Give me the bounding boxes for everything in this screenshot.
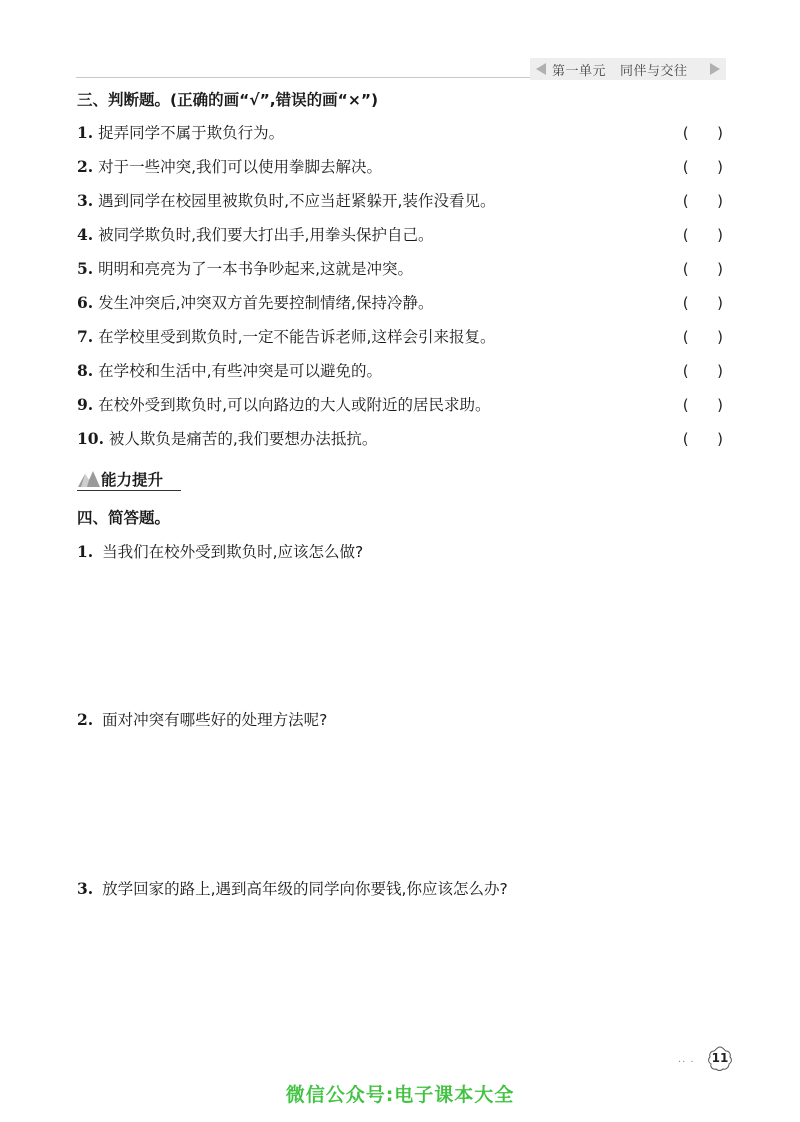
item-text: 在学校里受到欺负时,一定不能告诉老师,这样会引来报复。 bbox=[98, 328, 496, 346]
question-text: 面对冲突有哪些好的处理方法呢? bbox=[102, 711, 328, 729]
item-text: 遇到同学在校园里被欺负时,不应当赶紧躲开,装作没看见。 bbox=[98, 192, 496, 210]
question-2 bbox=[77, 708, 327, 730]
item-number: 10. bbox=[77, 429, 104, 448]
answer-blank[interactable]: ( ) bbox=[682, 294, 723, 312]
header-unit: 第一单元 bbox=[552, 64, 607, 79]
item-text: 在学校和生活中,有些冲突是可以避免的。 bbox=[98, 362, 383, 380]
answer-blank[interactable]: ( ) bbox=[682, 192, 723, 210]
list-item bbox=[77, 422, 727, 456]
item-text: 明明和亮亮为了一本书争吵起来,这就是冲突。 bbox=[98, 260, 414, 278]
question-text: 放学回家的路上,遇到高年级的同学向你要钱,你应该怎么办? bbox=[102, 880, 508, 898]
item-text: 对于一些冲突,我们可以使用拳脚去解决。 bbox=[98, 158, 383, 176]
item-number: 6. bbox=[77, 293, 94, 312]
question-number: 1. bbox=[77, 542, 94, 561]
header-text bbox=[552, 60, 712, 79]
item-number: 9. bbox=[77, 395, 94, 414]
list-item bbox=[77, 184, 727, 218]
list-item bbox=[77, 150, 727, 184]
page-number: 11 bbox=[711, 1051, 729, 1065]
page-number-badge bbox=[678, 1045, 738, 1073]
answer-blank[interactable]: ( ) bbox=[682, 362, 723, 380]
item-number: 2. bbox=[77, 157, 94, 176]
item-text: 在校外受到欺负时,可以向路边的大人或附近的居民求助。 bbox=[98, 396, 491, 414]
section-title-true-false: 三、判断题。(正确的画“√”,错误的画“×”) bbox=[77, 91, 379, 109]
list-item bbox=[77, 218, 727, 252]
item-text: 捉弄同学不属于欺负行为。 bbox=[98, 124, 285, 142]
answer-blank[interactable]: ( ) bbox=[682, 396, 723, 414]
ability-underline bbox=[77, 490, 181, 491]
list-item bbox=[77, 252, 727, 286]
item-text: 被人欺负是痛苦的,我们要想办法抵抗。 bbox=[108, 430, 378, 448]
item-text: 发生冲突后,冲突双方首先要控制情绪,保持冷静。 bbox=[98, 294, 434, 312]
item-number: 3. bbox=[77, 191, 94, 210]
item-number: 5. bbox=[77, 259, 94, 278]
answer-blank[interactable]: ( ) bbox=[682, 226, 723, 244]
question-text: 当我们在校外受到欺负时,应该怎么做? bbox=[102, 543, 364, 561]
answer-blank[interactable]: ( ) bbox=[682, 124, 723, 142]
triangle-left-icon bbox=[536, 63, 546, 75]
item-number: 1. bbox=[77, 123, 94, 142]
question-number: 3. bbox=[77, 879, 94, 898]
true-false-list bbox=[77, 116, 727, 456]
answer-blank[interactable]: ( ) bbox=[682, 328, 723, 346]
list-item bbox=[77, 320, 727, 354]
question-1 bbox=[77, 540, 363, 562]
question-number: 2. bbox=[77, 710, 94, 729]
section-title-short-answer: 四、简答题。 bbox=[77, 509, 171, 527]
header-topic: 同伴与交往 bbox=[620, 64, 688, 79]
answer-blank[interactable]: ( ) bbox=[682, 430, 723, 448]
list-item bbox=[77, 286, 727, 320]
answer-blank[interactable]: ( ) bbox=[682, 260, 723, 278]
mountain-icon bbox=[77, 468, 101, 488]
item-number: 4. bbox=[77, 225, 94, 244]
item-text: 被同学欺负时,我们要大打出手,用拳头保护自己。 bbox=[98, 226, 434, 244]
item-number: 7. bbox=[77, 327, 94, 346]
dots-decoration: ·· · bbox=[678, 1057, 695, 1068]
list-item bbox=[77, 354, 727, 388]
ability-label: 能力提升 bbox=[101, 471, 164, 489]
question-3 bbox=[77, 877, 508, 899]
watermark-text: 微信公众号:电子课本大全 bbox=[285, 1084, 515, 1106]
item-number: 8. bbox=[77, 361, 94, 380]
ability-heading bbox=[77, 466, 197, 492]
answer-blank[interactable]: ( ) bbox=[682, 158, 723, 176]
list-item bbox=[77, 388, 727, 422]
list-item bbox=[77, 116, 727, 150]
page-header bbox=[0, 58, 800, 82]
